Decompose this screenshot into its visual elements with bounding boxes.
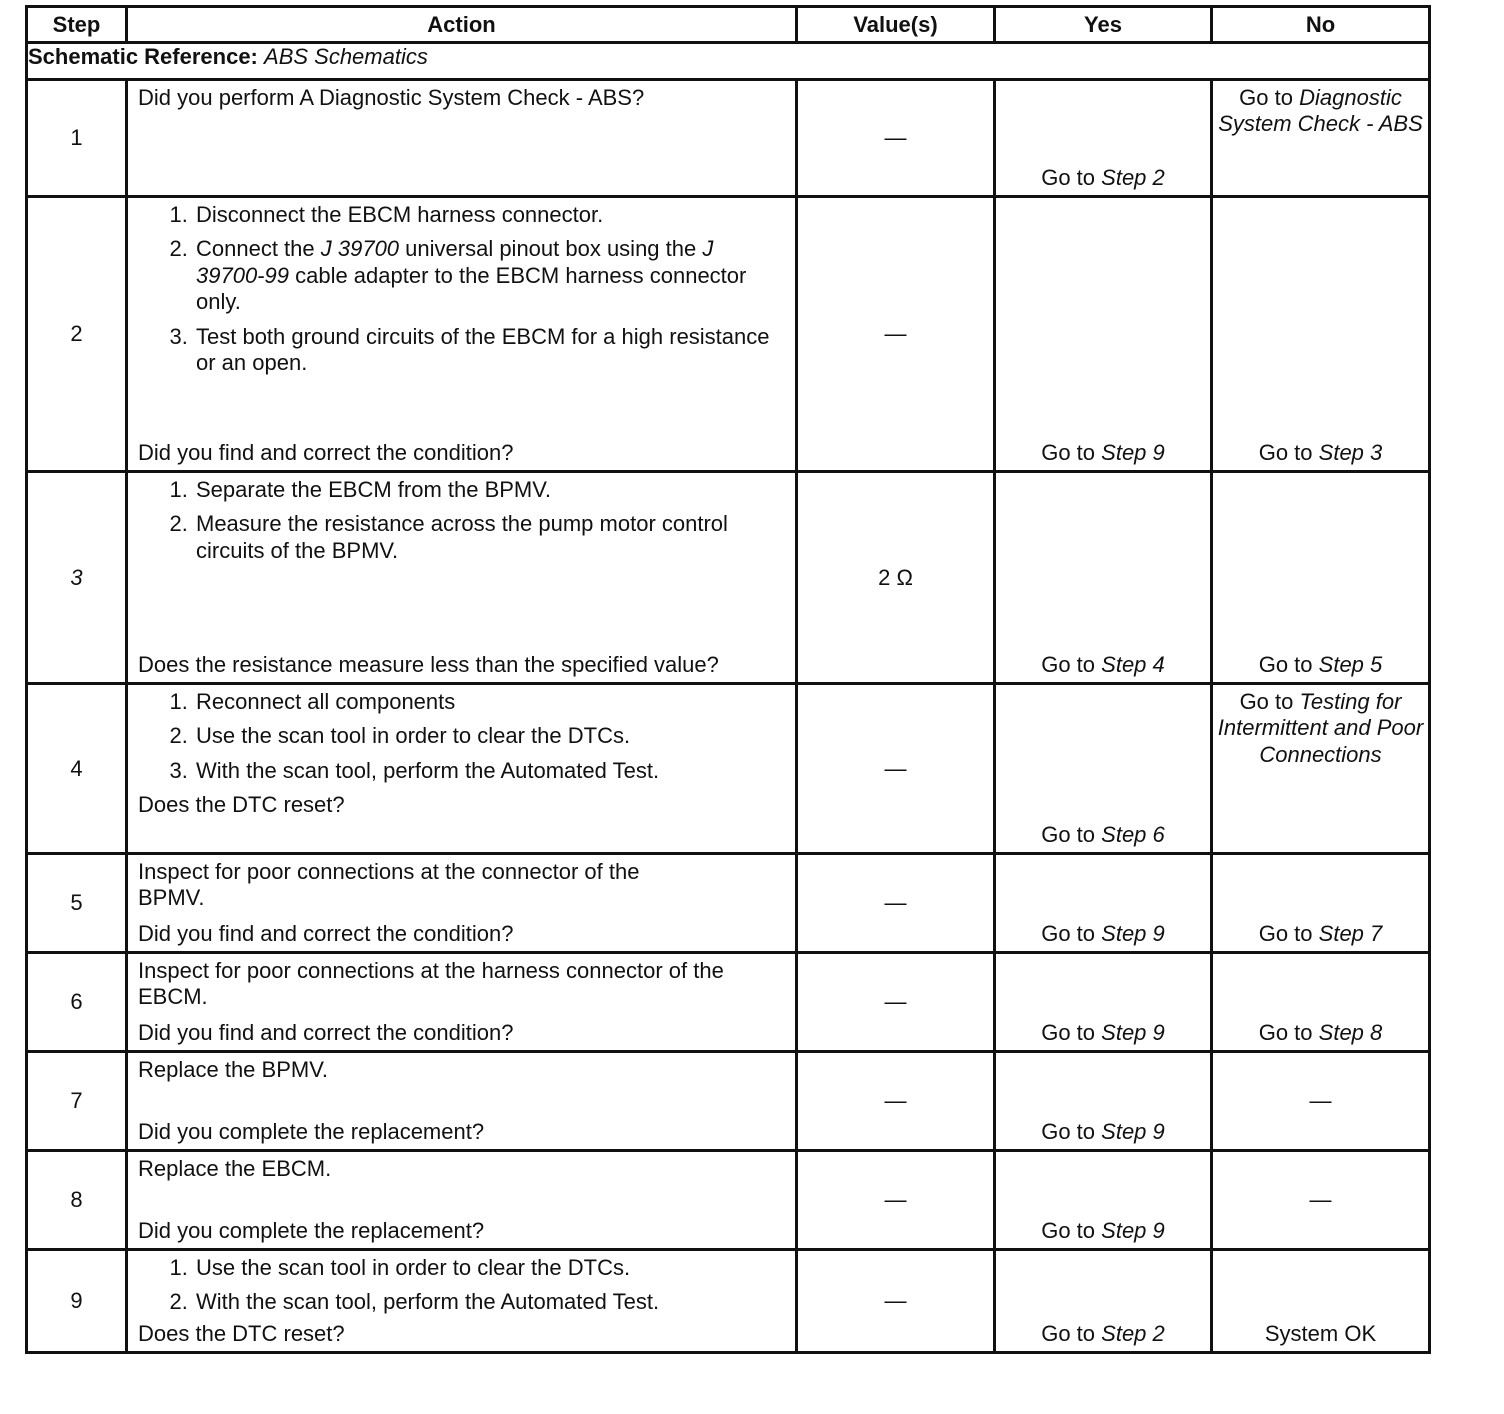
action-cell bbox=[127, 1250, 797, 1353]
value-cell: — bbox=[797, 854, 995, 953]
action-step: 3. With the scan tool, perform the Automated Test. bbox=[194, 758, 785, 784]
action-steps bbox=[138, 477, 785, 564]
no-cell bbox=[1212, 1250, 1430, 1353]
reference-link[interactable]: ABS Schematics bbox=[264, 44, 428, 69]
step-number: 3 bbox=[27, 472, 127, 684]
action-question: Did you find and correct the condition? bbox=[138, 920, 514, 946]
yes-cell bbox=[995, 80, 1212, 197]
yes-link[interactable]: Step 9 bbox=[1101, 1020, 1165, 1045]
action-question: Did you find and correct the condition? bbox=[138, 1019, 514, 1045]
goto-text: Go to bbox=[1041, 1119, 1096, 1144]
table-row bbox=[27, 197, 1430, 472]
step-number: 6 bbox=[27, 953, 127, 1052]
action-step: 1. Reconnect all components bbox=[194, 689, 785, 715]
yes-link[interactable]: Step 9 bbox=[1101, 1218, 1165, 1243]
action-cell bbox=[127, 1151, 797, 1250]
action-question: Did you perform A Diagnostic System Check - ABS? bbox=[138, 85, 645, 110]
yes-cell bbox=[995, 1052, 1212, 1151]
goto-text: Go to bbox=[1239, 689, 1294, 714]
action-cell bbox=[127, 684, 797, 854]
step-number: 7 bbox=[27, 1052, 127, 1151]
value-cell: — bbox=[797, 80, 995, 197]
yes-cell bbox=[995, 1151, 1212, 1250]
action-steps bbox=[138, 202, 785, 376]
yes-cell bbox=[995, 1250, 1212, 1353]
action-question: Does the DTC reset? bbox=[138, 1320, 345, 1346]
no-link[interactable]: Step 5 bbox=[1318, 652, 1383, 677]
action-step: 2. Measure the resistance across the pump motor control circuits of the BPMV. bbox=[194, 511, 785, 564]
action-step: 2. Use the scan tool in order to clear the DTCs. bbox=[194, 723, 785, 749]
yes-link[interactable]: Step 6 bbox=[1101, 822, 1165, 847]
step-number: 9 bbox=[27, 1250, 127, 1353]
tool-link[interactable]: J 39700-99 bbox=[196, 236, 714, 288]
no-cell: — bbox=[1212, 1151, 1430, 1250]
action-cell bbox=[127, 197, 797, 472]
diagnostic-table bbox=[25, 5, 1431, 1354]
action-step: 1. Use the scan tool in order to clear the DTCs. bbox=[194, 1255, 785, 1281]
action-question: Does the resistance measure less than the specified value? bbox=[138, 651, 719, 677]
goto-text: Go to bbox=[1041, 1218, 1096, 1243]
table-row bbox=[27, 1250, 1430, 1353]
yes-link[interactable]: Step 2 bbox=[1101, 165, 1165, 190]
goto-text: Go to bbox=[1041, 165, 1096, 190]
no-link[interactable]: Step 3 bbox=[1318, 440, 1383, 465]
action-step: 1. Disconnect the EBCM harness connector. bbox=[194, 202, 785, 228]
action-question: Did you complete the replacement? bbox=[138, 1118, 485, 1144]
yes-cell bbox=[995, 953, 1212, 1052]
table-row bbox=[27, 80, 1430, 197]
action-cell bbox=[127, 472, 797, 684]
action-step: 1. Separate the EBCM from the BPMV. bbox=[194, 477, 785, 503]
no-cell bbox=[1212, 472, 1430, 684]
action-step: 3. Test both ground circuits of the EBCM for a high resistance or an open. bbox=[194, 324, 785, 377]
header-values: Value(s) bbox=[797, 7, 995, 43]
goto-text: Go to bbox=[1041, 1321, 1096, 1346]
value-cell: — bbox=[797, 1250, 995, 1353]
goto-text: Go to bbox=[1041, 1020, 1096, 1045]
table-row bbox=[27, 684, 1430, 854]
reference-label: Schematic Reference: bbox=[28, 44, 258, 69]
value-cell: — bbox=[797, 684, 995, 854]
no-link[interactable]: Step 8 bbox=[1318, 1020, 1383, 1045]
value-cell: 2 Ω bbox=[797, 472, 995, 684]
goto-text: Go to bbox=[1041, 440, 1096, 465]
header-yes: Yes bbox=[995, 7, 1212, 43]
goto-text: Go to bbox=[1041, 921, 1096, 946]
action-cell bbox=[127, 80, 797, 197]
header-no: No bbox=[1212, 7, 1430, 43]
no-cell bbox=[1212, 80, 1430, 197]
header-action: Action bbox=[127, 7, 797, 43]
no-link[interactable]: Diagnostic System Check - ABS bbox=[1218, 85, 1423, 137]
goto-text: Go to bbox=[1258, 440, 1313, 465]
action-question: Did you find and correct the condition? bbox=[138, 439, 514, 465]
no-cell bbox=[1212, 953, 1430, 1052]
yes-link[interactable]: Step 9 bbox=[1101, 921, 1165, 946]
no-cell bbox=[1212, 854, 1430, 953]
schematic-reference-row bbox=[27, 43, 1430, 80]
goto-text: Go to bbox=[1258, 652, 1313, 677]
no-result: System OK bbox=[1264, 1321, 1377, 1346]
action-text: Inspect for poor connections at the connector of the BPMV. bbox=[138, 859, 640, 911]
yes-cell bbox=[995, 684, 1212, 854]
table-row bbox=[27, 472, 1430, 684]
action-cell bbox=[127, 1052, 797, 1151]
step-number: 2 bbox=[27, 197, 127, 472]
table-row bbox=[27, 854, 1430, 953]
action-question: Did you complete the replacement? bbox=[138, 1217, 485, 1243]
action-cell bbox=[127, 953, 797, 1052]
action-cell bbox=[127, 854, 797, 953]
yes-link[interactable]: Step 4 bbox=[1101, 652, 1165, 677]
action-text: Inspect for poor connections at the harness connector of the EBCM. bbox=[138, 958, 724, 1010]
action-steps bbox=[138, 1255, 785, 1316]
value-cell: — bbox=[797, 197, 995, 472]
step-number: 4 bbox=[27, 684, 127, 854]
action-text: Replace the BPMV. bbox=[138, 1057, 328, 1082]
yes-cell bbox=[995, 472, 1212, 684]
goto-text: Go to bbox=[1239, 85, 1293, 110]
table-row bbox=[27, 953, 1430, 1052]
no-cell bbox=[1212, 197, 1430, 472]
header-step: Step bbox=[27, 7, 127, 43]
action-text: Replace the EBCM. bbox=[138, 1156, 332, 1181]
yes-link[interactable]: Step 2 bbox=[1101, 1321, 1165, 1346]
header-row bbox=[27, 7, 1430, 43]
goto-text: Go to bbox=[1041, 822, 1096, 847]
action-steps bbox=[138, 689, 785, 784]
yes-link[interactable]: Step 9 bbox=[1101, 440, 1165, 465]
value-cell: — bbox=[797, 953, 995, 1052]
no-cell: — bbox=[1212, 1052, 1430, 1151]
value-cell: — bbox=[797, 1052, 995, 1151]
step-number: 8 bbox=[27, 1151, 127, 1250]
table-row bbox=[27, 1052, 1430, 1151]
yes-cell bbox=[995, 197, 1212, 472]
goto-text: Go to bbox=[1258, 921, 1313, 946]
goto-text: Go to bbox=[1258, 1020, 1313, 1045]
table-row bbox=[27, 1151, 1430, 1250]
no-link[interactable]: Step 7 bbox=[1318, 921, 1383, 946]
step-number: 5 bbox=[27, 854, 127, 953]
action-question: Does the DTC reset? bbox=[138, 792, 345, 818]
action-step: 2. Connect the J 39700 universal pinout box using the J 39700-99 cable adapter to the EBCM harness connector only. bbox=[194, 236, 785, 315]
goto-text: Go to bbox=[1041, 652, 1096, 677]
yes-cell bbox=[995, 854, 1212, 953]
value-cell: — bbox=[797, 1151, 995, 1250]
yes-link[interactable]: Step 9 bbox=[1101, 1119, 1165, 1144]
action-step: 2. With the scan tool, perform the Automated Test. bbox=[194, 1289, 785, 1315]
no-cell bbox=[1212, 684, 1430, 854]
step-number: 1 bbox=[27, 80, 127, 197]
no-link[interactable]: Testing for Intermittent and Poor Connections bbox=[1217, 689, 1424, 767]
tool-link[interactable]: J 39700 bbox=[320, 236, 400, 262]
